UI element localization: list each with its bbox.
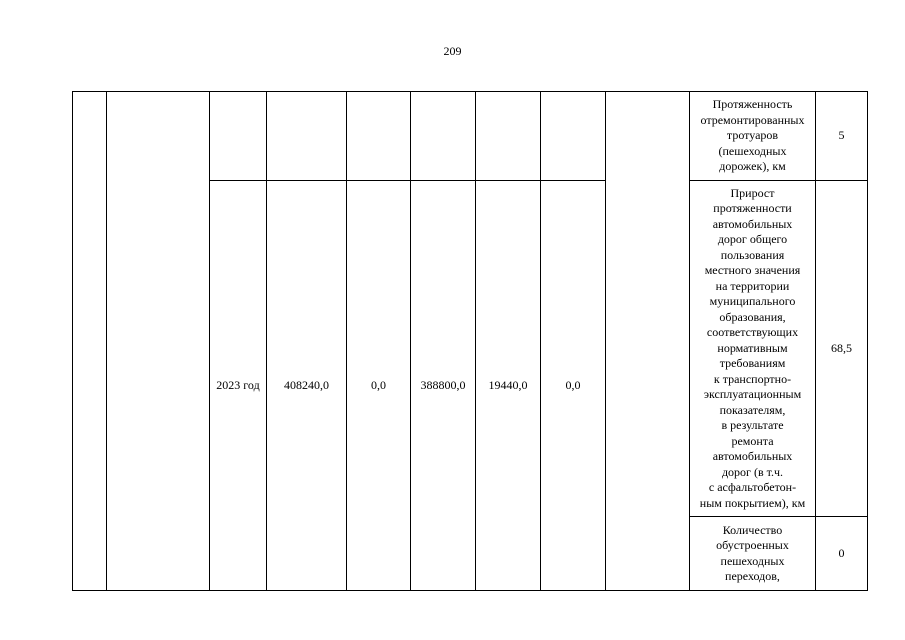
indicator-line: пользования [720,247,785,262]
indicator-line: показателям, [719,402,786,417]
page-number: 209 [443,44,462,58]
table-row [73,92,868,181]
indicator-line: пешеходных [720,553,785,568]
indicator-cell [690,181,816,517]
indicator-line: муниципального [709,294,796,309]
local-cell [476,92,541,181]
executor-cell [606,92,690,591]
federal-cell: 0,0 [347,181,411,591]
total-cell [267,92,347,181]
indicator-cell [690,92,816,181]
indicator-line: к транспортно- [713,371,792,386]
federal-cell [347,92,411,181]
regional-cell [411,92,476,181]
total-cell: 408240,0 [267,181,347,591]
indicator-line: эксплуатационным [703,387,802,402]
program-table [72,91,868,591]
indicator-line: с асфальтобетон- [708,480,797,495]
indicator-value-cell: 68,5 [816,181,868,517]
indicator-cell [690,517,816,591]
indicator-line: местного значения [704,263,801,278]
indicator-line: нормативным [717,340,788,355]
indicator-line: дорожек), км [719,159,786,174]
indicator-line: переходов, [725,569,780,583]
indicator-value-cell: 0 [816,517,868,591]
indicator-line: на территории [715,278,790,293]
indicator-line: Количество [722,522,783,537]
indicator-line: автомобильных [712,216,793,231]
indicator-line: (пешеходных [718,143,787,158]
number-cell [73,92,107,591]
indicator-line: автомобильных [712,449,793,464]
other-cell [541,92,606,181]
indicator-line: обустроенных [716,538,789,552]
indicator-line: протяженности [713,201,792,216]
indicator-line: ным покрытием), км [699,495,806,510]
indicator-line: дорог (в т.ч. [721,464,784,479]
indicator-line: дорог общего [717,232,788,247]
measure-name-cell [107,92,210,591]
other-cell: 0,0 [541,181,606,591]
local-cell: 19440,0 [476,181,541,591]
indicator-line: отремонтированных [700,112,805,127]
indicator-line: требованиям [719,356,786,371]
indicator-line: Протяженность [712,97,793,112]
indicator-line: Прирост [730,185,775,200]
indicator-line: соответствующих [706,325,799,340]
indicator-line: в результате [721,418,784,433]
indicator-line: ремонта [731,433,774,448]
indicator-line: тротуаров [726,128,779,143]
year-cell [210,92,267,181]
indicator-line: образования, [719,309,786,324]
regional-cell: 388800,0 [411,181,476,591]
indicator-value-cell: 5 [816,92,868,181]
year-cell: 2023 год [210,181,267,591]
